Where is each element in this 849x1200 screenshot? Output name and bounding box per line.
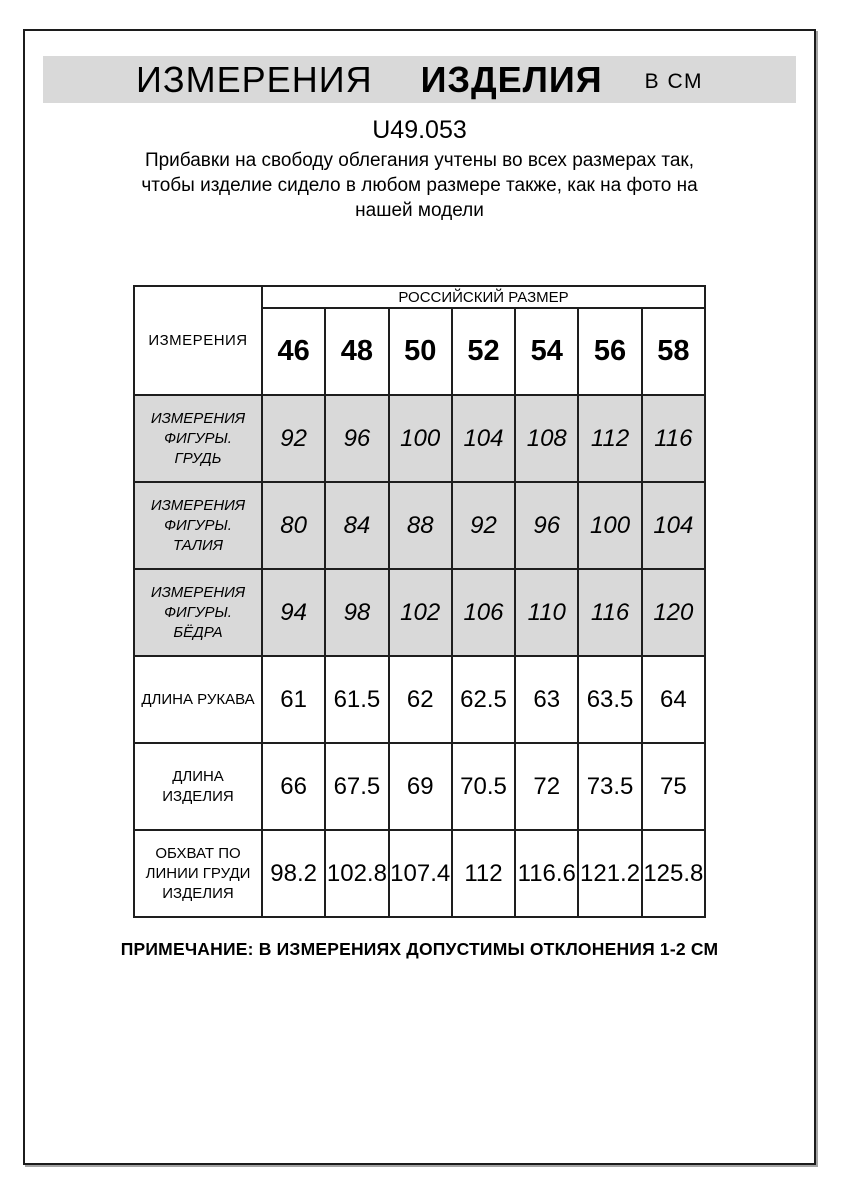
value-cell: 63 — [515, 656, 578, 743]
table-row-chest-girth — [134, 830, 705, 917]
value-cell: 62 — [389, 656, 452, 743]
value-cell: 69 — [389, 743, 452, 830]
table-row-sleeve-length — [134, 656, 705, 743]
size-header-cell: 58 — [642, 308, 705, 395]
value-cell: 112 — [452, 830, 515, 917]
value-cell: 121.2 — [578, 830, 641, 917]
value-cell: 73.5 — [578, 743, 641, 830]
value-cell: 98 — [325, 569, 388, 656]
header-bar — [43, 56, 796, 103]
size-header-cell: 48 — [325, 308, 388, 395]
table-row-figure-waist — [134, 482, 705, 569]
header-title-product: ИЗДЕЛИЯ — [420, 59, 603, 100]
value-cell: 110 — [515, 569, 578, 656]
description-line: нашей модели — [355, 200, 484, 221]
value-cell: 88 — [389, 482, 452, 569]
value-cell: 80 — [262, 482, 325, 569]
table-row-figure-chest — [134, 395, 705, 482]
value-cell: 108 — [515, 395, 578, 482]
value-cell: 104 — [642, 482, 705, 569]
header-title-measurements: ИЗМЕРЕНИЯ — [136, 59, 373, 100]
row-label-cell: ОБХВАТ ПО ЛИНИИ ГРУДИ ИЗДЕЛИЯ — [134, 830, 262, 917]
value-cell: 92 — [262, 395, 325, 482]
value-cell: 72 — [515, 743, 578, 830]
description-paragraph — [25, 148, 814, 223]
value-cell: 75 — [642, 743, 705, 830]
group-header-cell: РОССИЙСКИЙ РАЗМЕР — [262, 286, 705, 308]
value-cell: 102.8 — [325, 830, 388, 917]
value-cell: 62.5 — [452, 656, 515, 743]
size-header-cell: 50 — [389, 308, 452, 395]
value-cell: 120 — [642, 569, 705, 656]
size-header-cell: 46 — [262, 308, 325, 395]
row-label-cell: ИЗМЕРЕНИЯ ФИГУРЫ. БЁДРА — [134, 569, 262, 656]
size-header-cell: 56 — [578, 308, 641, 395]
value-cell: 70.5 — [452, 743, 515, 830]
value-cell: 100 — [578, 482, 641, 569]
value-cell: 61 — [262, 656, 325, 743]
article-code: U49.053 — [372, 116, 467, 144]
value-cell: 63.5 — [578, 656, 641, 743]
size-table — [133, 285, 706, 918]
row-label-cell: ДЛИНА РУКАВА — [134, 656, 262, 743]
value-cell: 61.5 — [325, 656, 388, 743]
value-cell: 106 — [452, 569, 515, 656]
header-unit-label: В СМ — [644, 70, 703, 93]
row-label-cell: ИЗМЕРЕНИЯ ФИГУРЫ. ТАЛИЯ — [134, 482, 262, 569]
value-cell: 116 — [578, 569, 641, 656]
value-cell: 96 — [325, 395, 388, 482]
size-header-cell: 52 — [452, 308, 515, 395]
value-cell: 100 — [389, 395, 452, 482]
value-cell: 116.6 — [515, 830, 578, 917]
description-line: чтобы изделие сидело в любом размере также, как на фото на — [141, 175, 698, 196]
size-header-cell: 54 — [515, 308, 578, 395]
value-cell: 84 — [325, 482, 388, 569]
corner-label-cell: ИЗМЕРЕНИЯ — [134, 286, 262, 395]
row-label-cell: ИЗМЕРЕНИЯ ФИГУРЫ. ГРУДЬ — [134, 395, 262, 482]
value-cell: 67.5 — [325, 743, 388, 830]
value-cell: 98.2 — [262, 830, 325, 917]
value-cell: 102 — [389, 569, 452, 656]
value-cell: 116 — [642, 395, 705, 482]
value-cell: 94 — [262, 569, 325, 656]
table-row-item-length — [134, 743, 705, 830]
value-cell: 92 — [452, 482, 515, 569]
value-cell: 64 — [642, 656, 705, 743]
value-cell: 112 — [578, 395, 641, 482]
value-cell: 66 — [262, 743, 325, 830]
description-line: Прибавки на свободу облегания учтены во всех размерах так, — [144, 150, 695, 171]
value-cell: 96 — [515, 482, 578, 569]
table-header-group-row — [134, 286, 705, 308]
table-row-figure-hips — [134, 569, 705, 656]
tolerance-note: ПРИМЕЧАНИЕ: В ИЗМЕРЕНИЯХ ДОПУСТИМЫ ОТКЛОНЕНИЯ 1-2 СМ — [120, 939, 719, 959]
row-label-cell: ДЛИНА ИЗДЕЛИЯ — [134, 743, 262, 830]
value-cell: 104 — [452, 395, 515, 482]
document-page — [23, 29, 816, 1165]
value-cell: 125.8 — [642, 830, 705, 917]
value-cell: 107.4 — [389, 830, 452, 917]
